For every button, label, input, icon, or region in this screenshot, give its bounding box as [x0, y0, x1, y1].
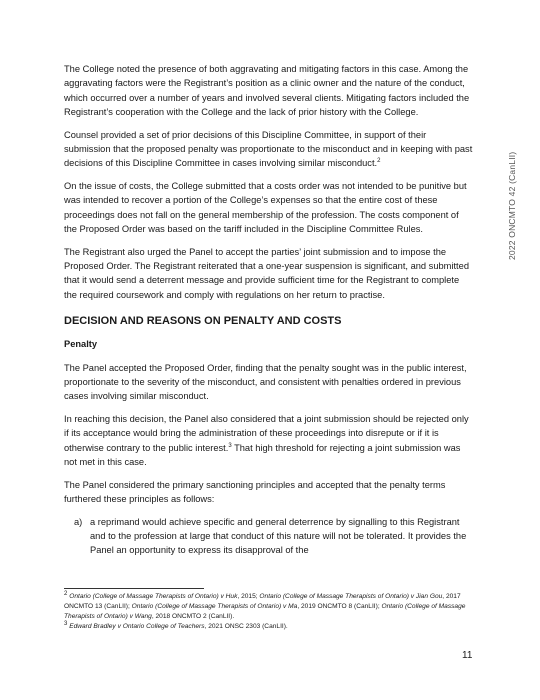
paragraph-aggravating-mitigating: The College noted the presence of both aggravating and mitigating factors in this case. Among the aggravating factors were the Registrant’s position as a clinic owner and the nature of the conduct, which occurred over a number of years and involved several clients. Mitigating factors included the Registrant’s cooperation with the College and the lack of prior history with the College. [64, 64, 470, 117]
footnotes [64, 592, 484, 632]
citation-text: , 2019 ONCMTO 8 (CanLII); [297, 603, 382, 610]
case-name: Ontario (College of Massage Therapists of Ontario) v Wang [64, 603, 466, 620]
subsection-heading: Penalty [64, 339, 98, 350]
case-name: Ontario (College of Massage Therapists of Ontario) v Huk [69, 593, 238, 600]
list-marker: a) [74, 516, 83, 527]
footnote-number: 2 [64, 590, 68, 597]
side-citation: 2022 ONCMTO 42 (CanLII) [507, 151, 517, 260]
footnote-ref-2[interactable]: 2 [377, 158, 381, 165]
paragraph-registrant-submission: The Registrant also urged the Panel to accept the parties’ joint submission and to impose the Proposed Order. The Registrant reiterated that a one-year suspension is significant, and submitted that it would send a deterrent message and provide sufficient time for the Registrant to complete the required coursework and comply with regulations on her return to practise. [64, 246, 469, 300]
case-name: Ontario (College of Massage Therapists of Ontario) v Ma [131, 603, 298, 610]
list-item-text: a reprimand would achieve specific and general deterrence by signalling to this Registrant and to the profession at large that conduct of this nature will not be tolerated. It provides the Panel an opportunity to express its disapproval of the [90, 516, 467, 556]
footnote-number: 3 [64, 620, 68, 627]
citation-text: , 2018 ONCMTO 2 (CanLII). [151, 613, 235, 620]
footnote-divider [64, 588, 204, 589]
paragraph-joint-submission [64, 412, 474, 469]
citation-text: , 2021 ONSC 2303 (CanLII). [204, 623, 288, 630]
case-name: Edward Bradley v Ontario College of Teachers [69, 623, 205, 630]
paragraph-text: In reaching this decision, the Panel also considered that a joint submission should be rejected only if its acceptance would bring the administration of these proceedings into disrepute or if it is otherwise contrary to the public interest. [64, 413, 469, 453]
paragraph-costs: On the issue of costs, the College submitted that a costs order was not intended to be punitive but was intended to recover a portion of the College’s expenses so that the entire cost of these proceedings does not fall on the general membership of the profession. The costs component of the Proposed Order was based on the tariff included in the Discipline Committee Rules. [64, 181, 467, 234]
list-item-a [74, 515, 474, 558]
citation-text: , 2017 ONCMTO 13 (CanLII); [64, 593, 461, 610]
paragraph-panel-accepted: The Panel accepted the Proposed Order, finding that the penalty sought was in the public interest, proportionate to the severity of the misconduct, and consistent with penalties ordered in previous cases involving similar misconduct. [64, 362, 467, 402]
page-number: 11 [462, 650, 473, 661]
case-name: Ontario (College of Massage Therapists of Ontario) v Jian Gou [259, 593, 443, 600]
paragraph-prior-decisions [64, 128, 474, 171]
citation-text: , 2015; [237, 593, 260, 600]
paragraph-sanctioning-principles: The Panel considered the primary sanctioning principles and accepted that the penalty terms furthered these principles as follows: [64, 479, 446, 504]
paragraph-text: Counsel provided a set of prior decisions of this Discipline Committee, in support of their submission that the proposed penalty was proportionate to the misconduct and in keeping with past decisions of this Discipline Committee in cases involving similar misconduct. [64, 129, 473, 169]
section-heading: DECISION AND REASONS ON PENALTY AND COSTS [64, 314, 342, 327]
document-body [64, 62, 474, 558]
paragraph-text-cont: That high threshold for rejecting a joint submission was not met in this case. [64, 442, 461, 467]
footnote-2 [64, 592, 484, 622]
footnote-3 [64, 622, 484, 632]
footnote-ref-3[interactable]: 3 [228, 442, 232, 449]
